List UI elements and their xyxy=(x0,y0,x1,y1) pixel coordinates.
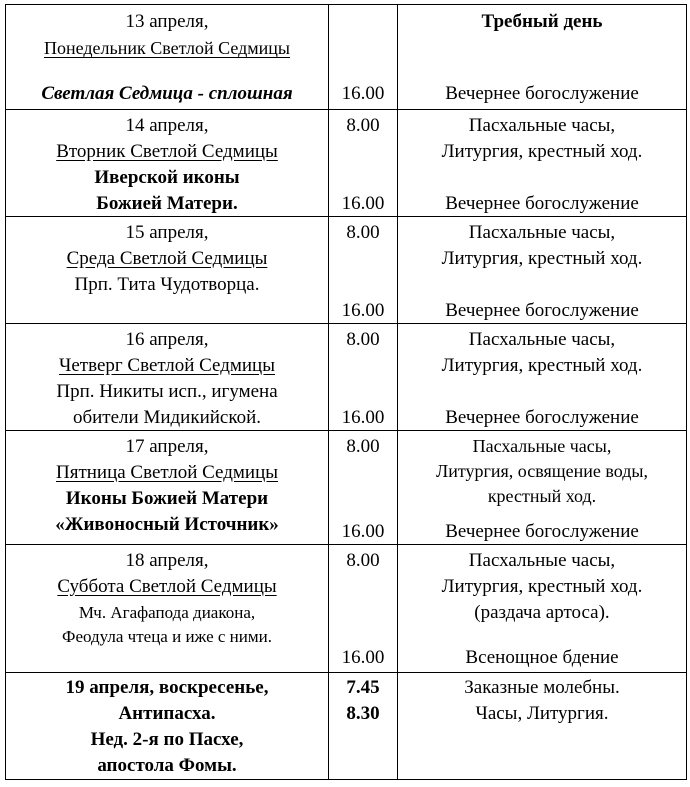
weekday-label: Пятница Светлой Седмицы xyxy=(55,462,279,483)
service-label: Вечернее богослужение xyxy=(445,521,639,542)
table-row xyxy=(6,673,687,780)
date-cell xyxy=(6,673,329,780)
feast-label: Мч. Агафапода диакона, xyxy=(78,603,256,622)
service-label: Пасхальные часы, xyxy=(468,222,616,243)
service-label: Вечернее богослужение xyxy=(445,407,639,428)
date-label: 15 апреля, xyxy=(125,222,209,243)
table-row xyxy=(6,324,687,431)
service-label: Требный день xyxy=(481,11,603,32)
feast-label: «Живоносный Источник» xyxy=(55,514,279,535)
service-label: Пасхальные часы, xyxy=(472,436,612,456)
time-label: 16.00 xyxy=(341,300,385,321)
time-label: 8.00 xyxy=(346,222,380,243)
service-label: крестный ход. xyxy=(487,486,597,506)
time-cell xyxy=(329,545,398,673)
feast-label: обители Мидикийской. xyxy=(72,407,262,428)
feast-label: Нед. 2-я по Пасхе, xyxy=(90,729,244,750)
feast-label: Божией Матери. xyxy=(96,193,238,214)
time-cell xyxy=(329,673,398,780)
date-label: 14 апреля, xyxy=(125,115,209,136)
service-label: Литургия, крестный ход. xyxy=(441,248,643,269)
time-cell xyxy=(329,217,398,324)
feast-label: Иконы Божией Матери xyxy=(65,488,269,509)
service-cell xyxy=(398,431,687,545)
weekday-label: Суббота Светлой Седмицы xyxy=(57,576,277,597)
service-label: Литургия, крестный ход. xyxy=(441,576,643,597)
time-label: 16.00 xyxy=(341,407,385,428)
date-label: 17 апреля, xyxy=(125,436,209,457)
service-cell xyxy=(398,217,687,324)
date-cell xyxy=(6,431,329,545)
date-label: 16 апреля, xyxy=(125,329,209,350)
time-cell xyxy=(329,5,398,110)
service-label: Литургия, освящение воды, xyxy=(436,461,648,481)
time-cell xyxy=(329,431,398,545)
service-label: Литургия, крестный ход. xyxy=(441,355,643,376)
service-label: (раздача артоса). xyxy=(474,602,610,623)
date-cell xyxy=(6,217,329,324)
feast-label: Прп. Тита Чудотворца. xyxy=(74,274,260,295)
time-cell xyxy=(329,324,398,431)
table-row xyxy=(6,545,687,673)
date-label: 19 апреля, воскресенье, xyxy=(65,677,269,698)
service-label: Пасхальные часы, xyxy=(468,329,616,350)
time-label: 8.30 xyxy=(346,703,380,724)
date-cell xyxy=(6,5,329,110)
time-label: 16.00 xyxy=(341,83,385,104)
weekday-label: Понедельник Светлой Седмицы xyxy=(43,38,291,58)
weekday-label: Вторник Светлой Седмицы xyxy=(56,141,278,162)
time-label: 8.00 xyxy=(346,550,380,571)
feast-label: Антипасха. xyxy=(118,703,216,724)
service-label: Вечернее богослужение xyxy=(445,300,639,321)
time-label: 8.00 xyxy=(346,329,380,350)
table-row xyxy=(6,110,687,217)
date-cell xyxy=(6,110,329,217)
service-cell xyxy=(398,5,687,110)
feast-label: Иверской иконы xyxy=(94,167,240,188)
date-label: 13 апреля, xyxy=(125,11,209,32)
time-label: 16.00 xyxy=(341,193,385,214)
schedule-table xyxy=(5,4,687,780)
service-label: Заказные молебны. xyxy=(464,677,620,698)
service-label: Пасхальные часы, xyxy=(468,550,616,571)
service-cell xyxy=(398,110,687,217)
time-label: 8.00 xyxy=(346,436,380,457)
feast-label: Прп. Никиты исп., игумена xyxy=(56,381,278,402)
date-cell xyxy=(6,545,329,673)
service-label: Часы, Литургия. xyxy=(475,703,609,724)
date-cell xyxy=(6,324,329,431)
feast-label: Феодула чтеца и иже с ними. xyxy=(62,627,272,646)
time-cell xyxy=(329,110,398,217)
service-cell xyxy=(398,673,687,780)
date-label: 18 апреля, xyxy=(125,550,209,571)
service-cell xyxy=(398,324,687,431)
service-cell xyxy=(398,545,687,673)
weekday-label: Четверг Светлой Седмицы xyxy=(59,355,275,376)
service-label: Вечернее богослужение xyxy=(445,83,639,104)
table-row xyxy=(6,217,687,324)
service-label: Всенощное бдение xyxy=(465,647,619,668)
feast-label: апостола Фомы. xyxy=(97,755,237,776)
weekday-label: Среда Светлой Седмицы xyxy=(66,248,268,269)
time-label: 16.00 xyxy=(341,521,385,542)
time-label: 16.00 xyxy=(341,647,385,668)
time-label: 7.45 xyxy=(346,677,380,698)
service-label: Литургия, крестный ход. xyxy=(441,141,643,162)
time-label: 8.00 xyxy=(346,115,380,136)
feast-label: Светлая Седмица - сплошная xyxy=(41,83,293,104)
table-row xyxy=(6,431,687,545)
service-label: Пасхальные часы, xyxy=(468,115,616,136)
service-label: Вечернее богослужение xyxy=(445,193,639,214)
table-row xyxy=(6,5,687,110)
